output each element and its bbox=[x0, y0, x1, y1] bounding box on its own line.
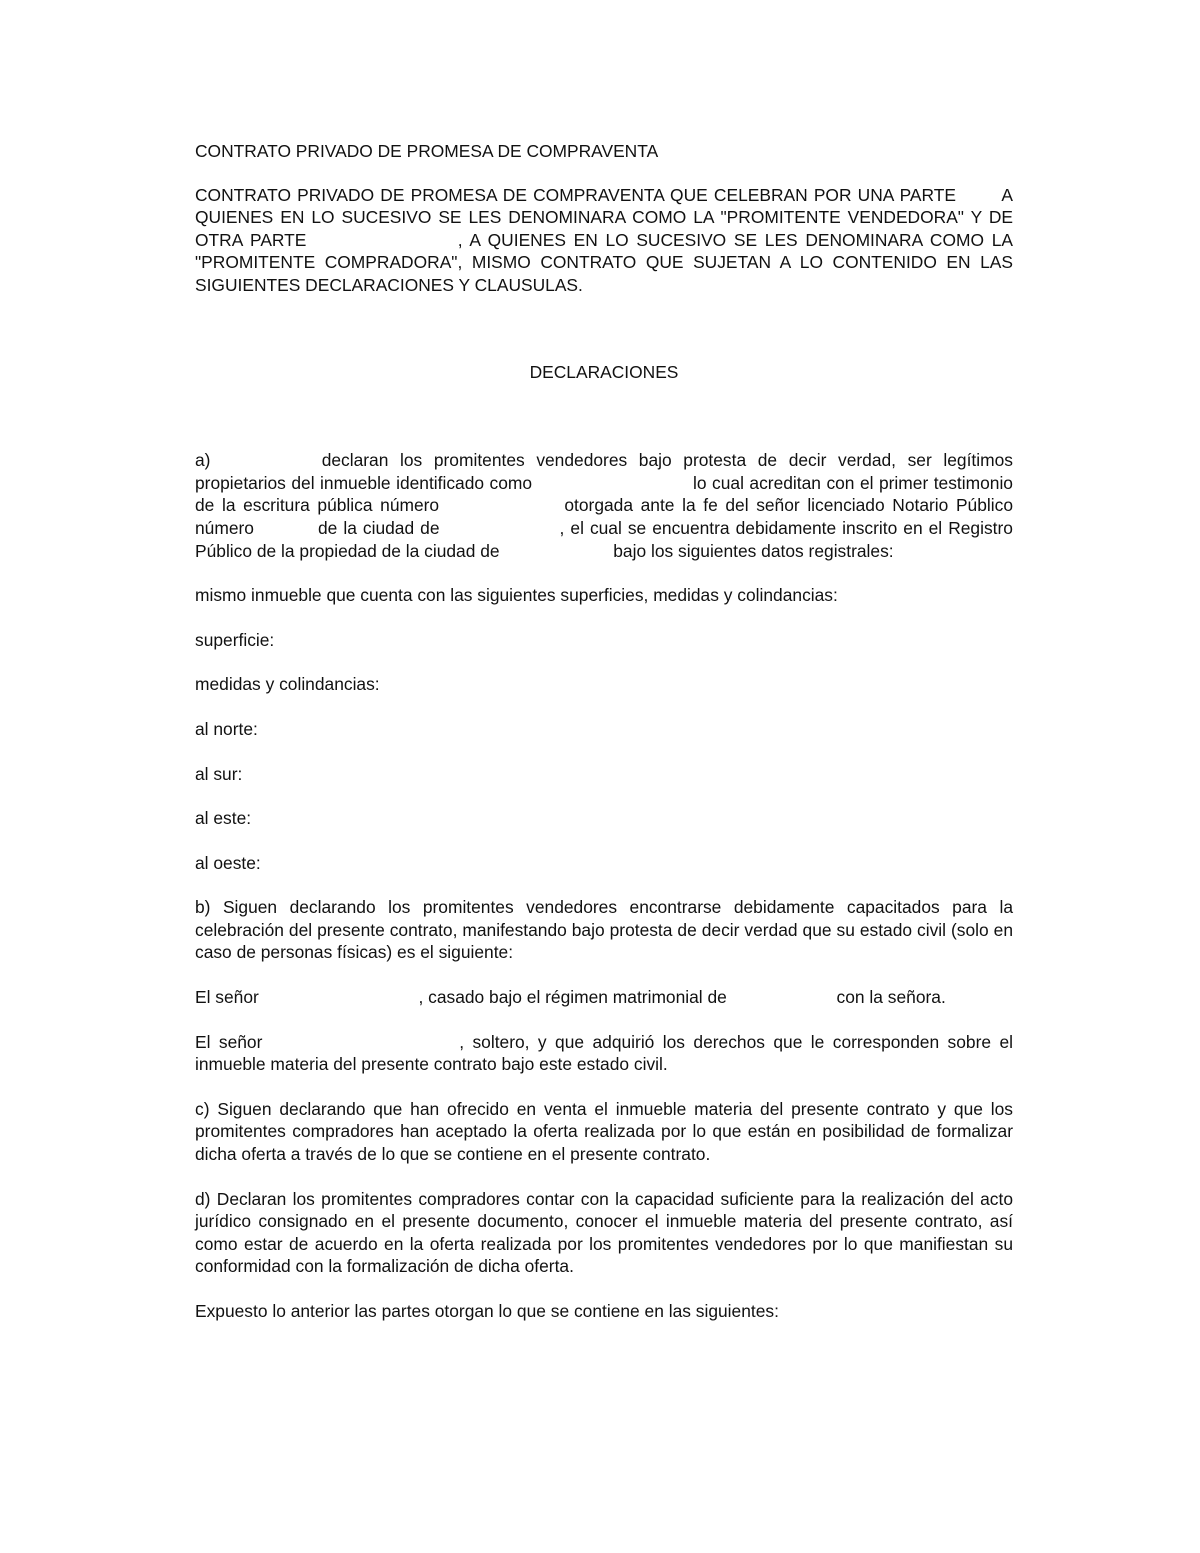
senor-soltero-paragraph bbox=[195, 1031, 1013, 1076]
senor-casado-paragraph bbox=[195, 986, 1013, 1009]
declaration-c: c) Siguen declarando que han ofrecido en venta el inmueble materia del presente contrato y que los promitentes compradores han aceptado la oferta realizada por lo que están en posibilidad de formalizar dicha oferta a través de lo que se contiene en el presente contrato. bbox=[195, 1098, 1013, 1165]
senor1-text-2: , casado bajo el régimen matrimonial de bbox=[418, 987, 727, 1008]
declaration-d: d) Declaran los promitentes compradores contar con la capacidad suficiente para la realización del acto jurídico consignado en el presente documento, conocer el inmueble materia del presente contrato, así como estar de acuerdo en la oferta realizada por los promitentes vendedores por lo que manifiestan su conformidad con la formalización de dicha oferta. bbox=[195, 1188, 1013, 1277]
intro-part-1: CONTRATO PRIVADO DE PROMESA DE COMPRAVENTA QUE CELEBRAN POR UNA PARTE bbox=[195, 184, 956, 205]
medidas-line: medidas y colindancias: bbox=[195, 674, 380, 695]
norte-line: al norte: bbox=[195, 718, 258, 739]
senor1-text-3: con la señora. bbox=[836, 987, 946, 1008]
inmueble-paragraph: mismo inmueble que cuenta con las siguientes superficies, medidas y colindancias: bbox=[195, 585, 838, 606]
declaration-b: b) Siguen declarando los promitentes vendedores encontrarse debidamente capacitados para la celebración del presente contrato, manifestando bajo protesta de decir verdad que su estado civil (solo en caso de personas físicas) es el siguiente: bbox=[195, 897, 1013, 963]
oeste-line: al oeste: bbox=[195, 852, 261, 873]
intro-paragraph bbox=[195, 184, 1013, 297]
declaration-a bbox=[195, 449, 1013, 562]
senor2-text-2: , soltero, y que adquirió los derechos que le corresponden sobre el inmueble materia del presente contrato bajo este estado civil. bbox=[195, 1031, 1013, 1075]
senor1-text-1: El señor bbox=[195, 987, 259, 1008]
decl-a-text-2: lo cual acreditan con el primer testimonio de la escritura pública número bbox=[195, 472, 1013, 516]
expuesto-paragraph: Expuesto lo anterior las partes otorgan lo que se contiene en las siguientes: bbox=[195, 1301, 779, 1321]
intro-part-2: A QUIENES EN LO SUCESIVO SE LES DENOMINARA COMO LA "PROMITENTE VENDEDORA" Y DE OTRA PARTE bbox=[195, 184, 1013, 250]
superficie-line: superficie: bbox=[195, 629, 275, 650]
decl-a-label: a) bbox=[195, 450, 211, 471]
document-title: CONTRATO PRIVADO DE PROMESA DE COMPRAVENTA bbox=[195, 141, 659, 161]
decl-a-text-5: , el cual se encuentra debidamente inscrito en el Registro Público de la propiedad de la ciudad de bbox=[195, 517, 1013, 561]
decl-a-text-6: bajo los siguientes datos registrales: bbox=[613, 540, 894, 561]
decl-a-text-3: otorgada ante la fe del señor licenciado Notario Público número bbox=[195, 495, 1013, 538]
senor2-text-1: El señor bbox=[195, 1031, 263, 1052]
intro-part-3: , A QUIENES EN LO SUCESIVO SE LES DENOMINARA COMO LA "PROMITENTE COMPRADORA", MISMO CONTRATO QUE SUJETAN A LO CONTENIDO EN LAS SIGUIENTES DECLARACIONES Y CLAUSULAS. bbox=[195, 229, 1013, 295]
este-line: al este: bbox=[195, 808, 252, 829]
section-heading-declaraciones: DECLARACIONES bbox=[529, 361, 679, 382]
sur-line: al sur: bbox=[195, 763, 243, 784]
decl-a-text-1: declaran los promitentes vendedores bajo protesta de decir verdad, ser legítimos propietarios del inmueble identificado como bbox=[195, 450, 1013, 493]
document-page bbox=[195, 140, 1013, 1345]
decl-a-text-4: de la ciudad de bbox=[318, 517, 440, 538]
